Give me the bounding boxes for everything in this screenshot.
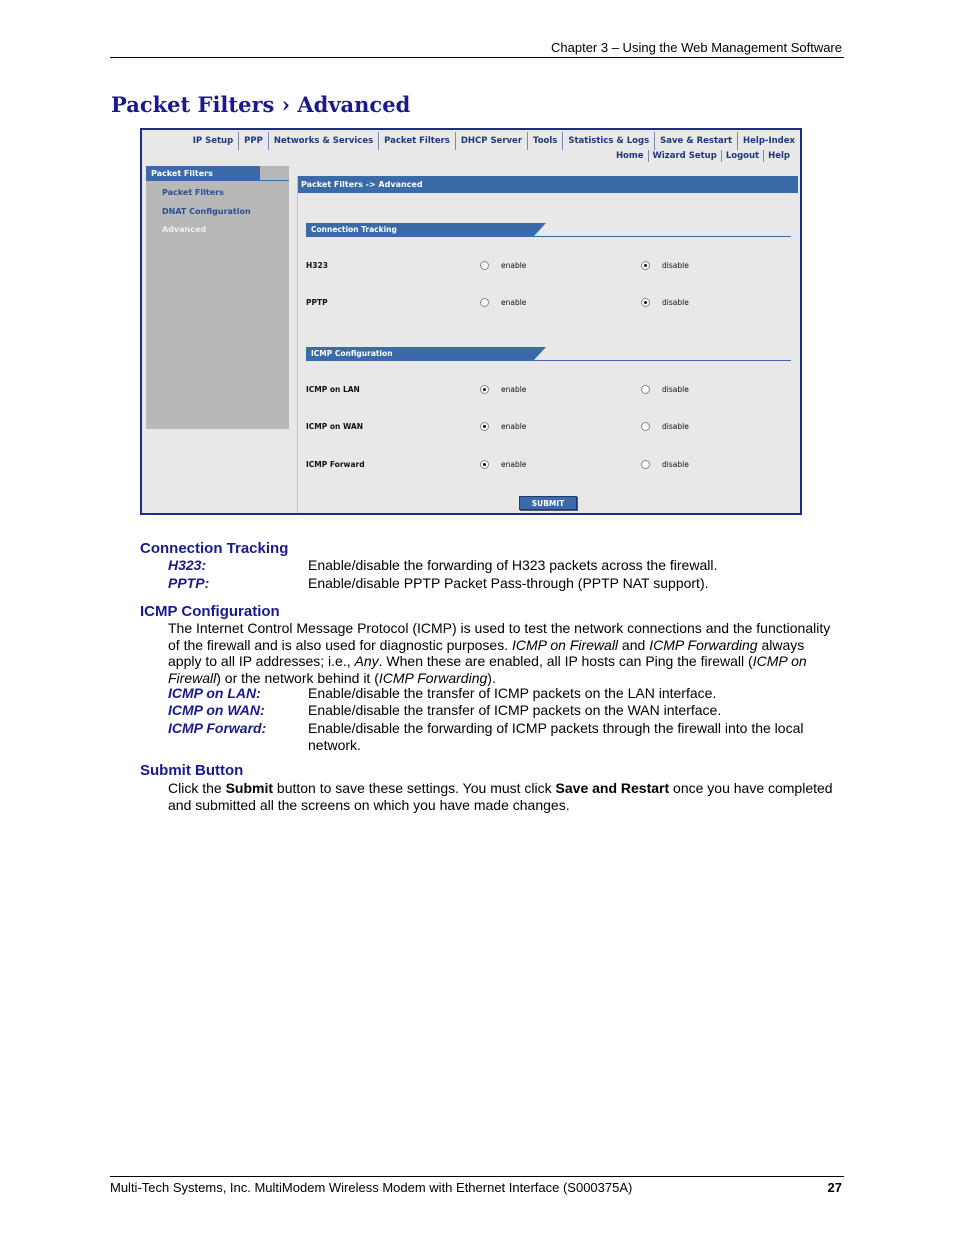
h323-disable-label: disable (662, 261, 689, 270)
main-panel (297, 176, 800, 515)
page-footer (110, 1176, 844, 1200)
icmp-wan-enable-label: enable (501, 422, 527, 431)
icmp-forward-disable-radio[interactable] (641, 460, 650, 469)
icmp-lan-definition: Enable/disable the transfer of ICMP packets on the LAN interface. (308, 685, 717, 701)
top-nav (142, 130, 800, 161)
icmp-configuration-header (306, 347, 791, 361)
sidebar-heading-tab (246, 166, 260, 181)
icmp-lan-disable-radio[interactable] (641, 385, 650, 394)
submit-text-3: once you have completed and submitted all the screens on which you have made changes. (168, 780, 833, 813)
nav-statistics-logs[interactable]: Statistics & Logs (563, 132, 655, 150)
icmp-text-3: . When these are enabled, all IP hosts can Ping the firewall ( (378, 653, 753, 669)
sub-nav (612, 150, 794, 162)
icmp-italic-1: ICMP on Firewall (511, 636, 619, 653)
submit-button[interactable]: SUBMIT (519, 496, 577, 510)
section-tab-slope (534, 347, 546, 360)
icmp-forward-enable-label: enable (501, 460, 527, 469)
h323-enable-label: enable (501, 261, 527, 270)
main-heading: Packet Filters -> Advanced (298, 176, 798, 193)
icmp-italic-4: ICMP on Firewall (168, 653, 807, 686)
icmp-wan-label: ICMP on WAN (306, 422, 363, 431)
page-title: Packet Filters › Advanced (111, 92, 411, 117)
ui-screenshot (140, 128, 802, 515)
sidebar-heading: Packet Filters (146, 166, 260, 181)
nav-home[interactable]: Home (612, 150, 649, 162)
h323-label: H323 (306, 261, 328, 270)
icmp-lan-label: ICMP on LAN (306, 385, 360, 394)
sidebar-heading-line (260, 180, 289, 181)
icmp-wan-term: ICMP on WAN: (168, 702, 265, 718)
chapter-title: Chapter 3 – Using the Web Management Software (551, 40, 842, 55)
submit-button-title: Submit Button (140, 762, 244, 779)
page-header (110, 38, 844, 58)
h323-term: H323: (168, 557, 207, 573)
nav-wizard-setup[interactable]: Wizard Setup (649, 150, 722, 162)
icmp-wan-disable-radio[interactable] (641, 422, 650, 431)
h323-disable-radio[interactable] (641, 261, 650, 270)
connection-tracking-title: Connection Tracking (140, 540, 289, 557)
submit-bold-2: Save and Restart (555, 780, 670, 796)
pptp-enable-label: enable (501, 298, 527, 307)
icmp-wan-enable-radio[interactable] (480, 422, 489, 431)
icmp-forward-enable-radio[interactable] (480, 460, 489, 469)
h323-enable-radio[interactable] (480, 261, 489, 270)
connection-tracking-header (306, 223, 791, 237)
icmp-italic-2: ICMP Forwarding (649, 636, 758, 653)
nav-logout[interactable]: Logout (722, 150, 764, 162)
icmp-italic-5: ICMP Forwarding (378, 669, 488, 686)
icmp-description (168, 620, 840, 686)
icmp-configuration-title: ICMP Configuration (140, 603, 280, 620)
icmp-forward-definition: Enable/disable the forwarding of ICMP packets through the firewall into the local network. (308, 720, 804, 753)
submit-text-2: button to save these settings. You must click (273, 780, 556, 796)
icmp-italic-3: Any (354, 653, 379, 669)
nav-ip-setup[interactable]: IP Setup (188, 132, 239, 150)
nav-dhcp-server[interactable]: DHCP Server (456, 132, 528, 150)
pptp-label: PPTP (306, 298, 328, 307)
page-number: 27 (827, 1180, 842, 1195)
pptp-term: PPTP: (168, 575, 210, 591)
submit-bold-1: Submit (225, 780, 274, 796)
icmp-lan-term: ICMP on LAN: (168, 685, 261, 701)
pptp-disable-label: disable (662, 298, 689, 307)
icmp-forward-disable-label: disable (662, 460, 689, 469)
sidebar-item-packet-filters[interactable]: Packet Filters (162, 188, 224, 197)
sidebar (146, 166, 289, 429)
icmp-wan-disable-label: disable (662, 422, 689, 431)
connection-tracking-heading: Connection Tracking (306, 223, 534, 236)
submit-description (168, 780, 840, 813)
nav-networks-services[interactable]: Networks & Services (269, 132, 379, 150)
icmp-text-2: always apply to all IP addresses; i.e., (168, 636, 805, 669)
icmp-text-4: ) or the network behind it ( (216, 669, 379, 686)
h323-definition: Enable/disable the forwarding of H323 packets across the firewall. (308, 557, 718, 573)
icmp-text-5: ). (487, 669, 496, 686)
submit-text-1: Click the (168, 780, 226, 796)
nav-tools[interactable]: Tools (528, 132, 563, 150)
icmp-lan-disable-label: disable (662, 385, 689, 394)
icmp-configuration-heading: ICMP Configuration (306, 347, 534, 360)
nav-packet-filters[interactable]: Packet Filters (379, 132, 456, 150)
pptp-definition: Enable/disable PPTP Packet Pass-through (PPTP NAT support). (308, 575, 709, 591)
icmp-text-1: The Internet Control Message Protocol (ICMP) is used to test the network connections and the functionality of the firewall and is also used for diagnostic purposes. (168, 620, 831, 653)
pptp-disable-radio[interactable] (641, 298, 650, 307)
nav-help-index[interactable]: Help-Index (743, 136, 795, 146)
icmp-forward-label: ICMP Forward (306, 460, 365, 469)
icmp-text-and: and (618, 636, 650, 653)
sidebar-item-advanced[interactable]: Advanced (162, 225, 207, 234)
footer-text: Multi-Tech Systems, Inc. MultiModem Wireless Modem with Ethernet Interface (S000375A) (110, 1180, 633, 1195)
icmp-lan-enable-radio[interactable] (480, 385, 489, 394)
pptp-enable-radio[interactable] (480, 298, 489, 307)
icmp-forward-term: ICMP Forward: (168, 720, 267, 736)
nav-help[interactable]: Help (768, 151, 790, 161)
sidebar-item-dnat-configuration[interactable]: DNAT Configuration (162, 207, 251, 216)
section-tab-slope (534, 223, 546, 236)
nav-save-restart[interactable]: Save & Restart (655, 132, 738, 150)
icmp-wan-definition: Enable/disable the transfer of ICMP packets on the WAN interface. (308, 702, 722, 718)
nav-ppp[interactable]: PPP (239, 132, 269, 150)
icmp-lan-enable-label: enable (501, 385, 527, 394)
